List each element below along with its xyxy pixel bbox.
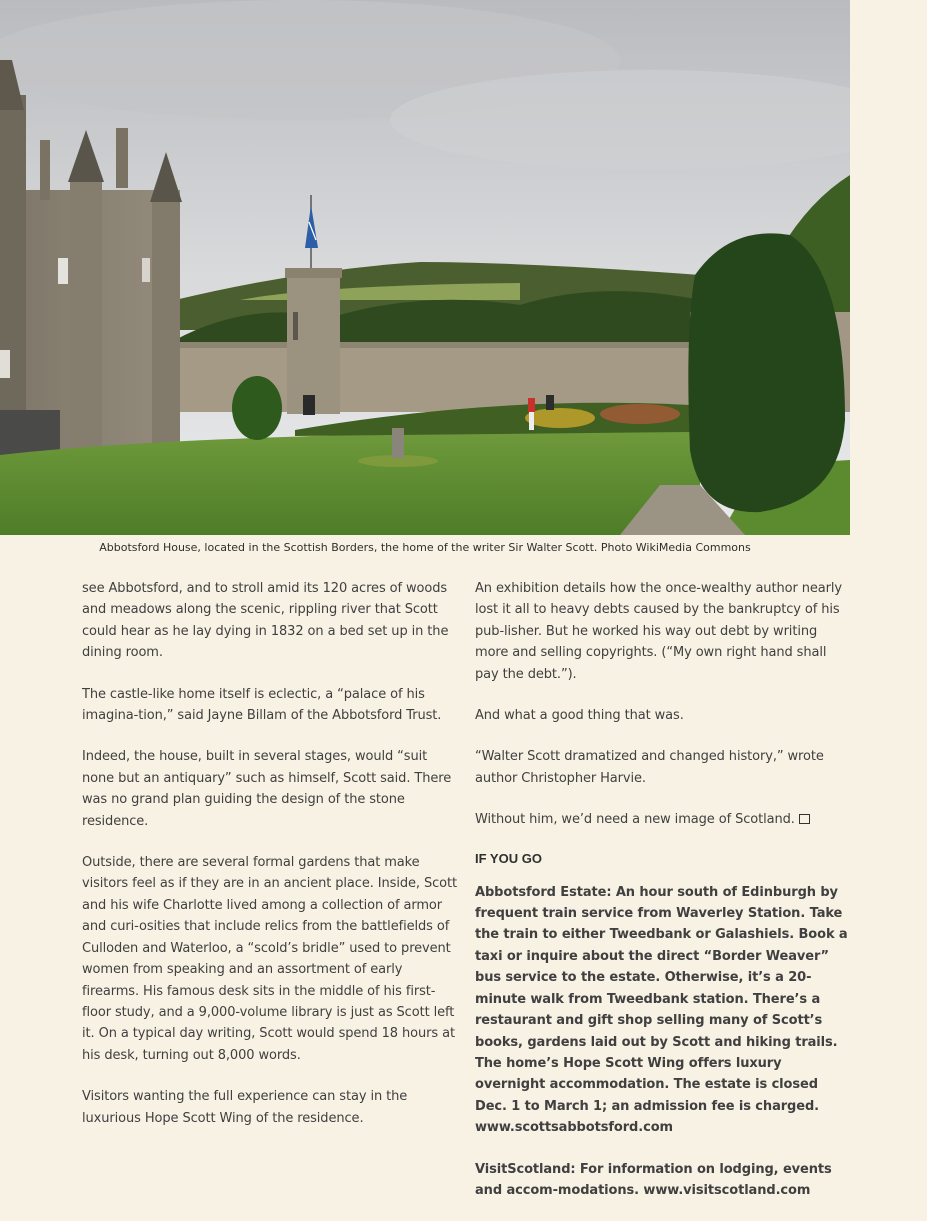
article-paragraph: An exhibition details how the once-wealthy author nearly lost it all to heavy debts caused by the bankruptcy of his pub-lisher. But he worked his way out debt by writing more and selling copyrights. (“My own right hand shall pay the debt.”). xyxy=(475,581,842,682)
article-paragraph: And what a good thing that was. xyxy=(475,708,684,724)
article-paragraph: see Abbotsford, and to stroll amid its 120 acres of woods and meadows along the scenic, rippling river that Scott could hear as he lay dying in 1832 on a bed set up in the dining room. xyxy=(82,581,449,661)
article-paragraph: Visitors wanting the full experience can stay in the luxurious Hope Scott Wing of the residence. xyxy=(82,1089,408,1126)
abbotsford-photo xyxy=(0,0,850,535)
photo-caption: Abbotsford House, located in the Scottish Borders, the home of the writer Sir Walter Scott. Photo WikiMedia Commons xyxy=(99,541,751,554)
article-closing-paragraph xyxy=(475,809,850,830)
article-paragraph: Indeed, the house, built in several stages, would “suit none but an antiquary” such as himself, Scott said. There was no grand plan guiding the design of the stone residence. xyxy=(82,749,452,829)
article-column-right xyxy=(475,578,850,1221)
info-block-visitscotland: VisitScotland: For information on lodging, events and accom-modations. www.visitscotland.com xyxy=(475,1161,832,1198)
info-block-abbotsford: Abbotsford Estate: An hour south of Edinburgh by frequent train service from Waverley Station. Take the train to either Tweedbank or Galashiels. Book a taxi or inquire about the direct “Border Weaver” bus service to the estate. Otherwise, it’s a 20-minute walk from Tweedbank station. There’s a restaurant and gift shop selling many of Scott’s books, gardens laid out by Scott and hiking trails. The home’s Hope Scott Wing offers luxury overnight accommodation. The estate is closed Dec. 1 to March 1; an admission fee is charged. www.scottsabbotsford.com xyxy=(475,884,848,1136)
article-paragraph: Outside, there are several formal gardens that make visitors feel as if they are in an ancient place. Inside, Scott and his wife Charlotte lived among a collection of armor and curi-osities that include relics from the battlefields of Culloden and Waterloo, a “scold’s bridle” used to prevent women from speaking and an assortment of early firearms. His famous desk sits in the middle of his first-floor study, and a 9,000-volume library is just as Scott left it. On a typical day writing, Scott would spend 18 hours at his desk, turning out 8,000 words. xyxy=(82,855,458,1063)
article-column-left xyxy=(82,578,462,1149)
sidebar-heading: IF YOU GO xyxy=(475,850,542,866)
article-paragraph: “Walter Scott dramatized and changed history,” wrote author Christopher Harvie. xyxy=(475,749,824,786)
article-paragraph: The castle-like home itself is eclectic, a “palace of his imagina-tion,” said Jayne Billam of the Abbotsford Trust. xyxy=(82,686,442,724)
closing-text: Without him, we’d need a new image of Scotland. xyxy=(475,812,795,828)
end-of-article-icon xyxy=(799,814,810,824)
